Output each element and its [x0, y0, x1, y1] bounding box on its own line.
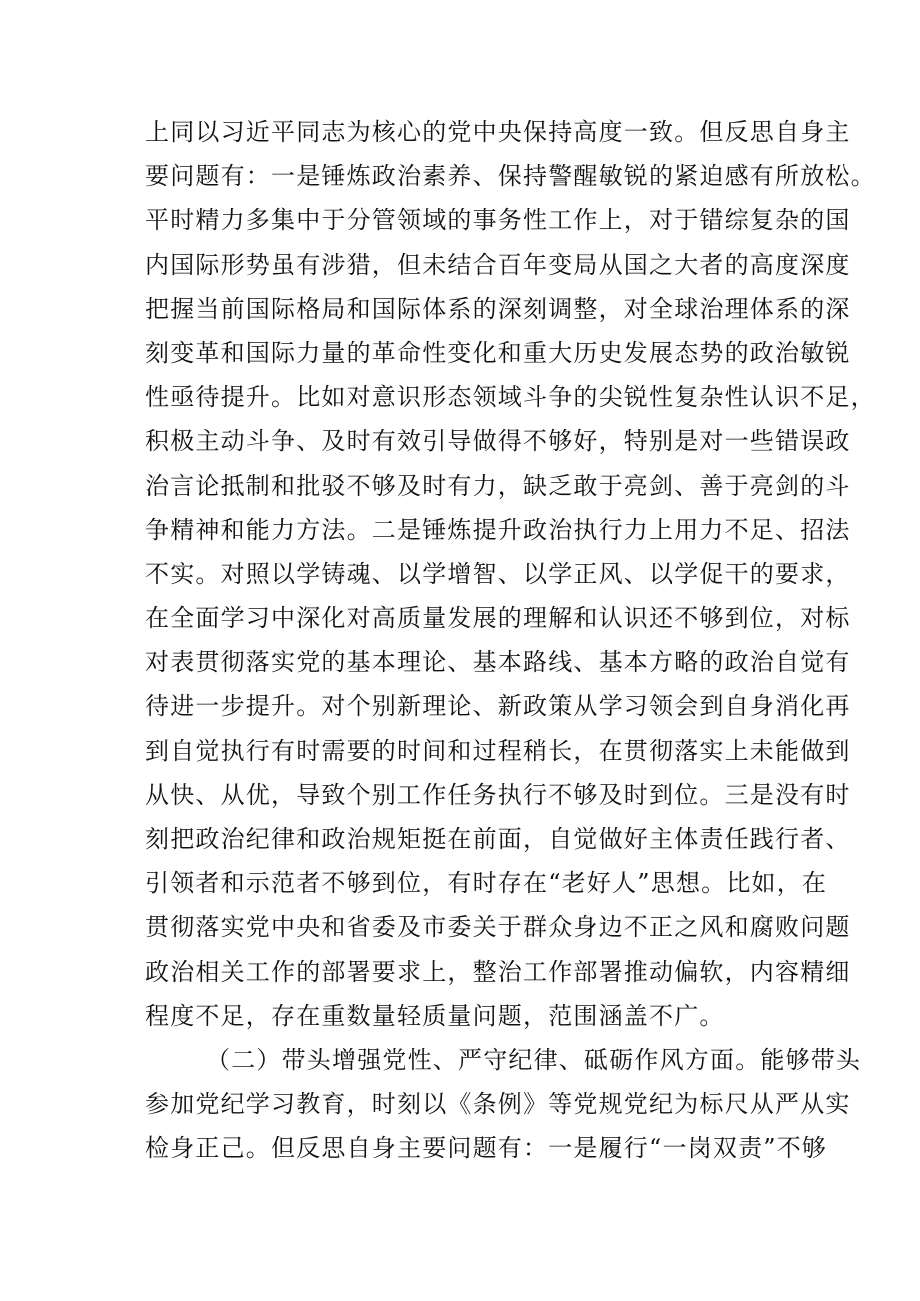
text-line: 治言论抵制和批驳不够及时有力，缺乏敢于亮剑、善于亮剑的斗 [145, 471, 851, 500]
text-line: 对表贯彻落实党的基本理论、基本路线、基本方略的政治自觉有 [145, 648, 851, 677]
section-heading-line: （二）带头增强党性、严守纪律、砥砺作风方面。能够带头 [206, 1045, 862, 1074]
text-line: 性亟待提升。比如对意识形态领域斗争的尖锐性复杂性认识不足， [145, 383, 876, 412]
text-line: 程度不足，存在重数量轻质量问题，范围涵盖不广。 [145, 1001, 725, 1030]
document-body [145, 110, 876, 1171]
text-line: 刻把政治纪律和政治规矩挺在前面，自觉做好主体责任践行者、 [145, 825, 851, 853]
text-line: 待进一步提升。对个别新理论、新政策从学习领会到自身消化再 [145, 692, 851, 721]
text-line: 在全面学习中深化对高质量发展的理解和认识还不够到位，对标 [145, 604, 851, 633]
text-line: 上同以习近平同志为核心的党中央保持高度一致。但反思自身主 [145, 118, 851, 146]
text-line: 引领者和示范者不够到位，有时存在“老好人”思想。比如，在 [145, 869, 828, 898]
text-line: 积极主动斗争、及时有效引导做得不够好，特别是对一些错误政 [145, 427, 851, 456]
text-line: 把握当前国际格局和国际体系的深刻调整，对全球治理体系的深 [145, 294, 851, 323]
text-line: 检身正己。但反思自身主要问题有：一是履行“一岗双责”不够 [145, 1134, 828, 1163]
text-line: 刻变革和国际力量的革命性变化和重大历史发展态势的政治敏锐 [145, 338, 851, 367]
text-line: 平时精力多集中于分管领域的事务性工作上，对于错综复杂的国 [145, 206, 851, 235]
text-line: 内国际形势虽有涉猎，但未结合百年变局从国之大者的高度深度 [145, 250, 851, 279]
text-line: 争精神和能力方法。二是锤炼提升政治执行力上用力不足、招法 [145, 515, 851, 544]
text-line: 到自觉执行有时需要的时间和过程稍长，在贯彻落实上未能做到 [145, 736, 851, 765]
text-line: 参加党纪学习教育，时刻以《条例》等党规党纪为标尺从严从实 [145, 1090, 851, 1119]
text-line: 从快、从优，导致个别工作任务执行不够及时到位。三是没有时 [145, 780, 851, 809]
text-line: 要问题有：一是锤炼政治素养、保持警醒敏锐的紧迫感有所放松。 [145, 162, 876, 191]
text-line: 贯彻落实党中央和省委及市委关于群众身边不正之风和腐败问题 [145, 913, 851, 942]
text-line: 不实。对照以学铸魂、以学增智、以学正风、以学促干的要求， [145, 559, 851, 588]
text-line: 政治相关工作的部署要求上，整治工作部署推动偏软，内容精细 [145, 957, 851, 986]
